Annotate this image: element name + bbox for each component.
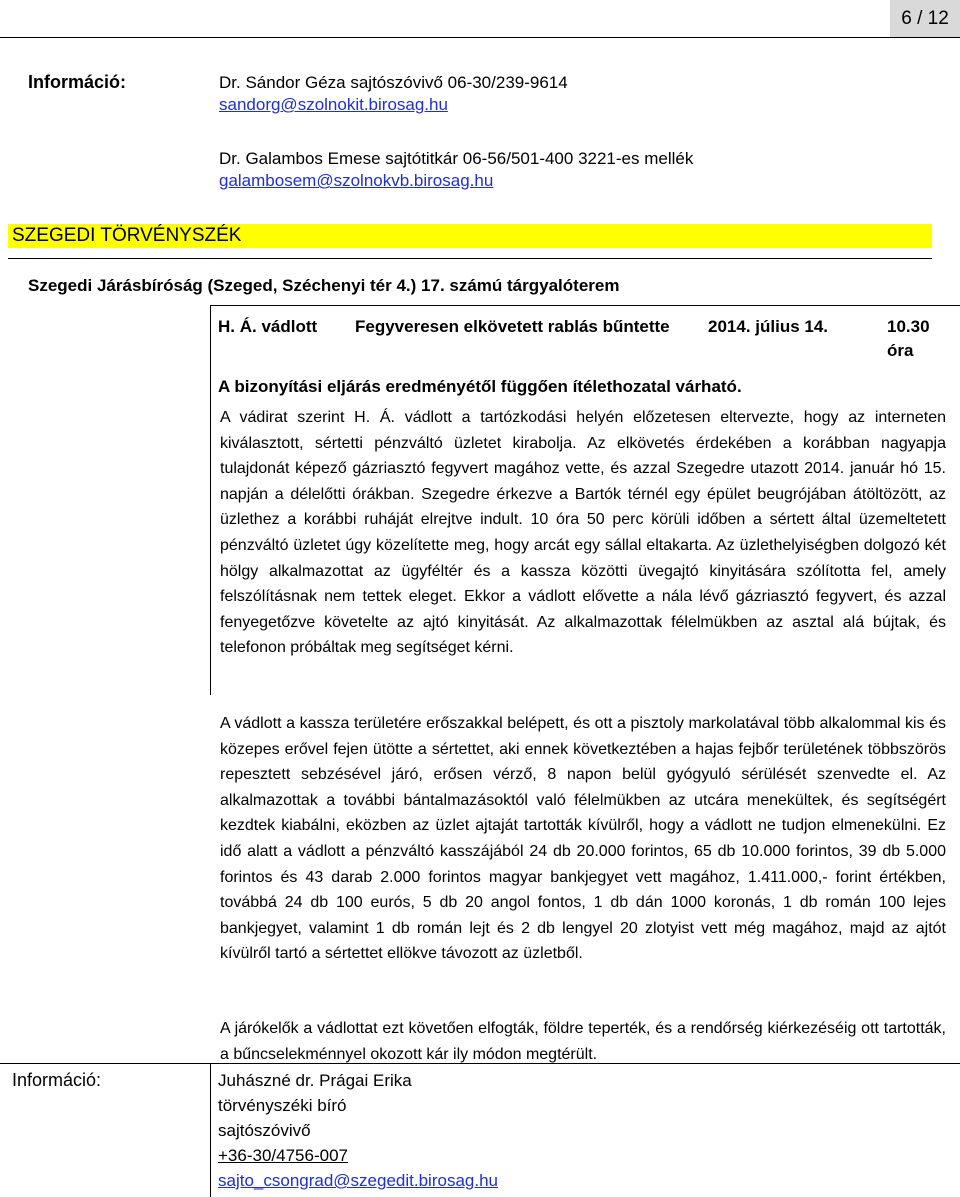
contact-2-line: Dr. Galambos Emese sajtótitkár 06-56/501-400 3221-es mellék (219, 149, 694, 168)
contact-email[interactable]: sajto_csongrad@szegedit.birosag.hu (218, 1171, 498, 1190)
banner-rule (8, 258, 932, 259)
paragraph-1: A vádirat szerint H. Á. vádlott a tartózkodási helyén előzetesen eltervezte, hogy az interneten kiválasztott, sértetti pénzváltó üzletet kirabolja. Az elkövetés érdekében a korábban nagyapja tulajdonát képező gázriasztó fegyvert magához vette, és azzal Szegedre utazott 2014. január hó 15. napján a délelőtti órákban. Szegedre érkezve a Bartók térnél egy épület beugrójában átöltözött, az üzlethez a korábbi ruháját elrejtve indult. 10 óra 50 perc körüli időben a sértett által üzemeltetett pénzváltó üzletet úgy közelítette meg, hogy arcát egy sállal eltakarta. Az üzlethelyiségben dolgozó két hölgy alkalmazottat az ügyféltér és a kassza közötti üvegajtó kinyitására szólította fel, amely felszólításnak nem tettek eleget. Ekkor a vádlott elővette a nála lévő gázriasztó fegyvert, és azzal fenyegetőzve követelte az ajtó kinyitását. Az alkalmazottak félelmükben az asztal alá bújtak, és telefonon próbáltak meg segítséget kérni. (220, 409, 946, 657)
venue-line: Szegedi Járásbíróság (Szeged, Széchenyi tér 4.) 17. számú tárgyalóterem (28, 276, 620, 295)
bottom-left-rule (210, 1063, 211, 1197)
contact-name: Juhászné dr. Prágai Erika (218, 1071, 412, 1090)
contact-role-judge: törvényszéki bíró (218, 1096, 347, 1115)
paragraph-3: A járókelők a vádlottat ezt követően elfogták, földre teperték, és a rendőrség kiérkezéséig ott tartották, a bűncselekménnyel okozott kár ily módon megtérült. (220, 1020, 946, 1063)
bottom-rule (0, 1063, 960, 1064)
verdict-note: A bizonyítási eljárás eredményétől függően ítélethozatal várható. (218, 377, 742, 396)
contact-phone[interactable]: +36-30/4756-007 (218, 1146, 348, 1165)
contact-2-email[interactable]: galambosem@szolnokvb.birosag.hu (219, 171, 494, 190)
contact-1-email[interactable]: sandorg@szolnokit.birosag.hu (219, 95, 448, 114)
hearing-time: 10.30 óra (887, 317, 930, 360)
court-banner: SZEGEDI TÖRVÉNYSZÉK (8, 224, 932, 248)
info-label-top: Információ: (28, 72, 127, 92)
contact-2 (219, 148, 693, 192)
hearing-date: 2014. július 14. (708, 317, 829, 336)
contact-1 (219, 72, 568, 116)
contact-bottom (218, 1068, 498, 1193)
contact-role-spokesperson: sajtószóvivő (218, 1121, 311, 1140)
defendant: H. Á. vádlott (218, 317, 318, 336)
contact-1-line: Dr. Sándor Géza sajtószóvivő 06-30/239-9614 (219, 73, 568, 92)
top-rule (0, 37, 960, 38)
table-left-rule (210, 305, 211, 695)
table-top-rule (210, 305, 960, 306)
charge: Fegyveresen elkövetett rablás bűntette (355, 317, 670, 336)
paragraph-2: A vádlott a kassza területére erőszakkal belépett, és ott a pisztoly markolatával több alkalommal kis és közepes erővel fejen ütötte a sértettet, aki ennek következtében a hajas fejbőr területének többszörös repesztett sebzésével járó, erősen vérző, 8 napon belül gyógyuló sérülését szenvedte el. Az alkalmazottak a további bántalmazásoktól való félelmükben az utcára menekültek, és segítségért kezdtek kiabálni, eközben az üzlet ajtaját tartották kívülről, hogy a vádlott ne tudjon elmenekülni. Ez idő alatt a vádlott a pénzváltó kasszájából 24 db 20.000 forintos, 65 db 10.000 forintos, 39 db 5.000 forintos és 43 darab 2.000 forintos magyar bankjegyet vett magához, 1.411.000,- forint értékben, továbbá 24 db 100 eurós, 5 db 20 angol fontos, 1 db dán 1000 koronás, 1 db román 100 lejes bankjegyet, valamint 1 db román lejt és 2 db lengyel 20 zlotyist vett még magához, majd az ajtót kívülről tartó a sértettet ellökve távozott az üzletből. (220, 715, 946, 963)
page-number: 6 / 12 (890, 0, 960, 37)
info-label-bottom: Információ: (12, 1070, 102, 1090)
